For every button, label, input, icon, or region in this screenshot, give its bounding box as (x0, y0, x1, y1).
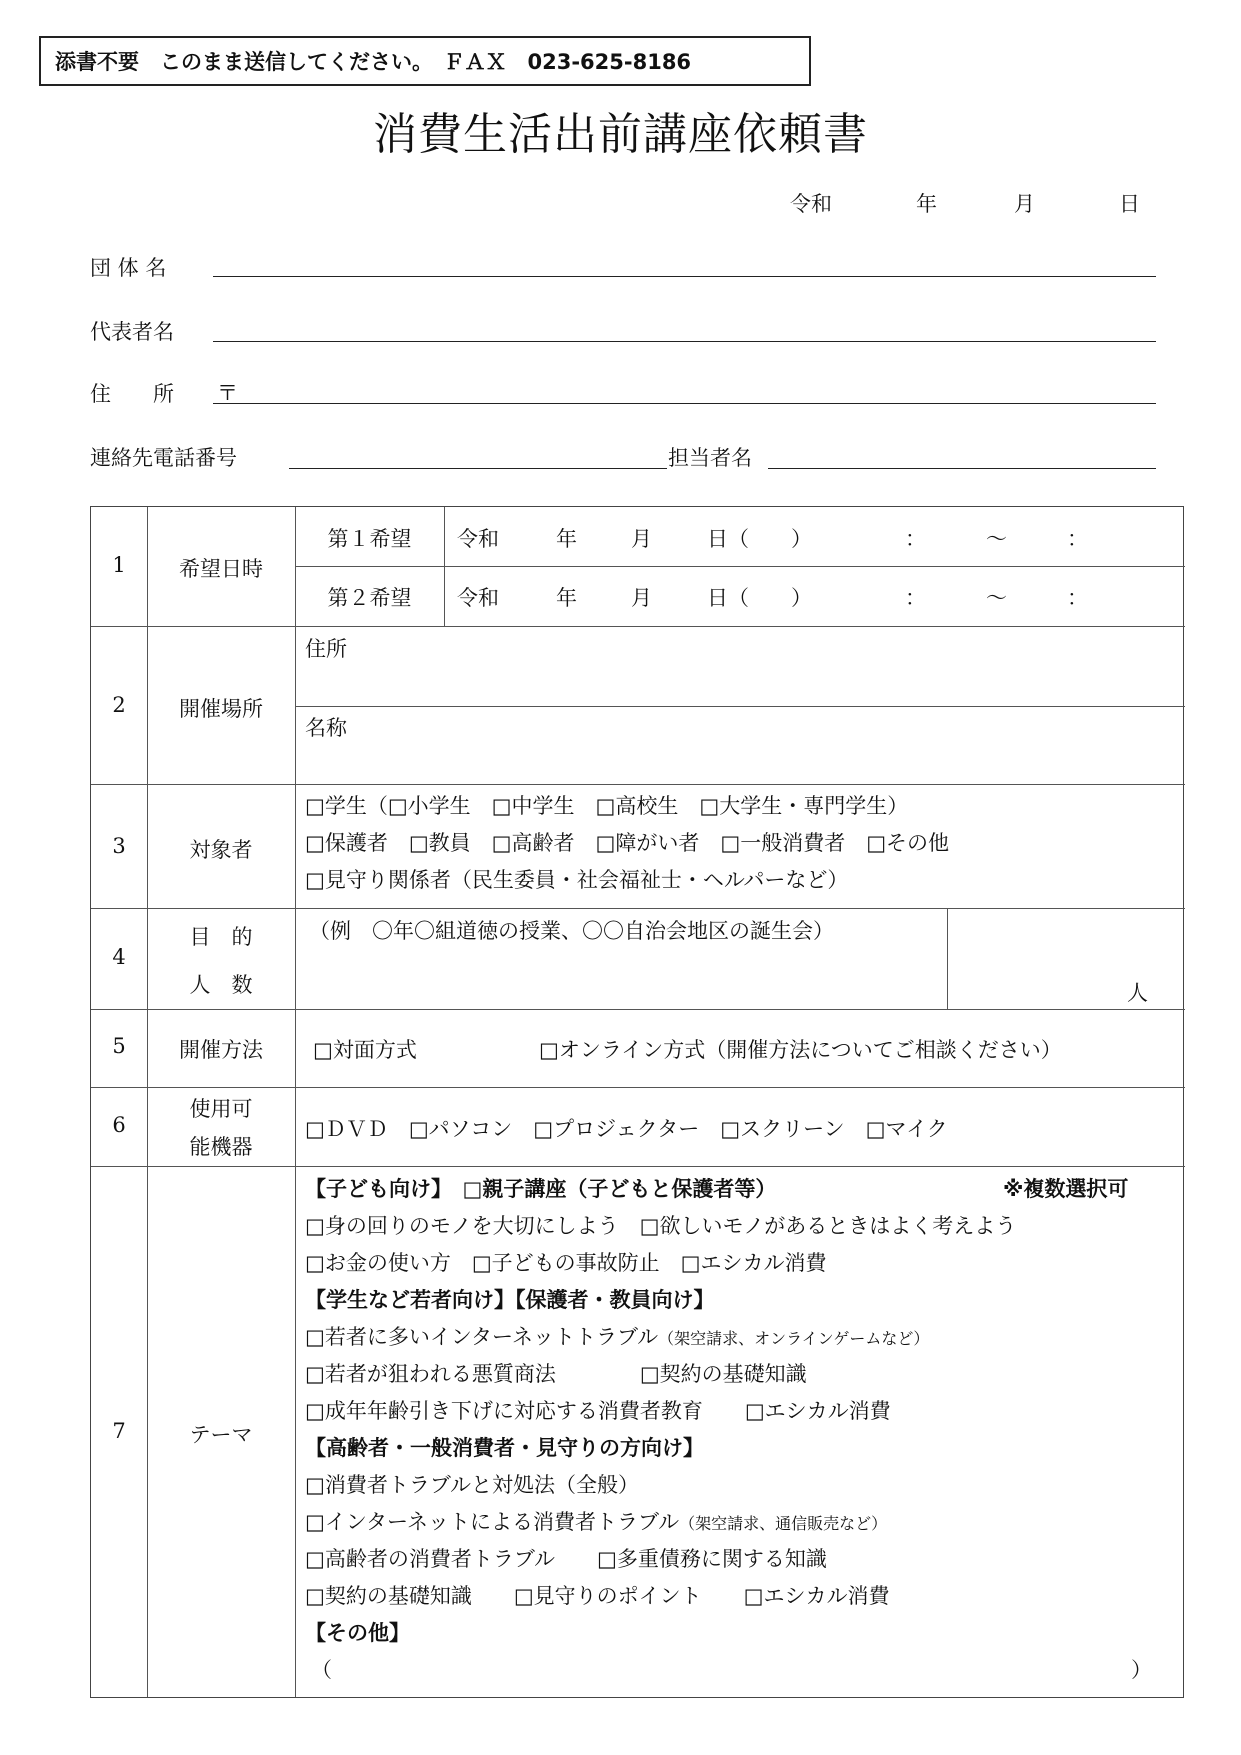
date-era: 令和 (790, 192, 832, 216)
row-divider (91, 908, 1185, 909)
first-choice-tilde: ～ (986, 527, 1007, 551)
second-choice-year: 年 (556, 586, 577, 610)
row-number: 5 (112, 1034, 126, 1058)
group-name-label: 団 体 名 (90, 256, 167, 280)
theme-option[interactable]: □若者が狙われる悪質商法 □契約の基礎知識 (305, 1362, 807, 1386)
col-divider (947, 908, 948, 1009)
theme-heading-elderly: 【高齢者・一般消費者・見守りの方向け】 (305, 1436, 704, 1460)
postal-mark: 〒 (217, 381, 238, 405)
equipment-options[interactable]: □ＤＶＤ □パソコン □プロジェクター □スクリーン □マイク (305, 1117, 948, 1141)
contact-person-field[interactable] (768, 468, 1156, 469)
row-number: 6 (112, 1113, 126, 1137)
row-divider (91, 1087, 1185, 1088)
theme-heading-other: 【その他】 (305, 1621, 410, 1645)
first-choice-colon: ： (905, 527, 926, 551)
theme-option[interactable]: □インターネットによる消費者トラブル（架空請求、通信販売など） (305, 1510, 888, 1534)
venue-name-label: 名称 (305, 716, 347, 740)
second-choice-colon: ： (1067, 586, 1088, 610)
row-number: 7 (112, 1419, 126, 1443)
phone-field[interactable] (289, 468, 667, 469)
purpose-example: （例 〇年〇組道徳の授業、〇〇自治会地区の誕生会） (309, 919, 834, 943)
first-choice-colon: ： (1067, 527, 1088, 551)
other-paren-open[interactable]: （ (311, 1658, 332, 1682)
second-choice-month: 月 (631, 586, 652, 610)
phone-label: 連絡先電話番号 (90, 446, 237, 470)
row-divider (91, 626, 1185, 627)
col-divider (444, 507, 445, 626)
audience-options[interactable]: □見守り関係者（民生委員・社会福祉士・ヘルパーなど） (305, 868, 849, 892)
second-choice-tilde: ～ (986, 586, 1007, 610)
col-divider (295, 507, 296, 1697)
group-name-field[interactable] (213, 276, 1156, 277)
second-choice-day[interactable]: 日（ ） (707, 586, 812, 610)
address-label: 住 所 (90, 382, 174, 406)
multiple-selection-note: ※複数選択可 (1003, 1177, 1129, 1201)
address-field[interactable] (213, 403, 1156, 404)
theme-option[interactable]: □消費者トラブルと対処法（全般） (305, 1473, 639, 1497)
row-number: 4 (112, 945, 126, 969)
page-title: 消費生活出前講座依頼書 (373, 109, 868, 160)
audience-options[interactable]: □学生（□小学生 □中学生 □高校生 □大学生・専門学生） (305, 794, 909, 818)
row-label: 開催場所 (179, 697, 263, 721)
in-person-option[interactable]: □対面方式 (313, 1038, 417, 1062)
row-divider (91, 784, 1185, 785)
row-divider (295, 566, 1185, 567)
request-table (90, 506, 1184, 1698)
second-choice-colon: ： (905, 586, 926, 610)
row-label: 使用可 (189, 1097, 253, 1121)
venue-address-label: 住所 (305, 637, 347, 661)
row-label: 開催方法 (179, 1038, 263, 1062)
contact-person-label: 担当者名 (668, 446, 752, 470)
second-choice-era: 令和 (457, 586, 499, 610)
row-number: 3 (112, 834, 126, 858)
theme-option[interactable]: □身の回りのモノを大切にしよう □欲しいモノがあるときはよく考えよう (305, 1214, 1017, 1238)
theme-option[interactable]: □契約の基礎知識 □見守りのポイント □エシカル消費 (305, 1584, 890, 1608)
first-choice-label: 第１希望 (327, 527, 412, 551)
row-label: 希望日時 (179, 557, 263, 581)
theme-option-note: （架空請求、通信販売など） (679, 1514, 888, 1533)
representative-label: 代表者名 (90, 320, 174, 344)
theme-option-note: （架空請求、オンラインゲームなど） (658, 1329, 930, 1348)
second-choice-label: 第２希望 (327, 586, 412, 610)
theme-option[interactable]: □成年年齢引き下げに対応する消費者教育 □エシカル消費 (305, 1399, 891, 1423)
first-choice-year: 年 (556, 527, 577, 551)
row-divider (91, 1166, 1185, 1167)
row-label: テーマ (189, 1423, 253, 1447)
participants-label: 人 数 (189, 973, 253, 997)
row-number: 1 (112, 553, 126, 577)
other-paren-close: ） (1131, 1658, 1152, 1682)
date-year: 年 (916, 192, 937, 216)
online-option[interactable]: □オンライン方式（開催方法についてご相談ください） (539, 1038, 1062, 1062)
participants-unit: 人 (1127, 981, 1148, 1005)
row-number: 2 (112, 693, 126, 717)
theme-option[interactable]: □お金の使い方 □子どもの事故防止 □エシカル消費 (305, 1251, 827, 1275)
row-label: 対象者 (189, 838, 253, 862)
fax-notice: 添書不要 このまま送信してください。 ＦＡＸ 023-625-8186 (39, 36, 811, 86)
date-day: 日 (1119, 192, 1140, 216)
first-choice-month: 月 (631, 527, 652, 551)
row-divider (91, 1009, 1185, 1010)
theme-option[interactable]: □高齢者の消費者トラブル □多重債務に関する知識 (305, 1547, 827, 1571)
representative-field[interactable] (213, 341, 1156, 342)
purpose-label: 目 的 (189, 925, 253, 949)
first-choice-day[interactable]: 日（ ） (707, 527, 812, 551)
theme-heading-youth: 【学生など若者向け】【保護者・教員向け】 (305, 1288, 715, 1312)
audience-options[interactable]: □保護者 □教員 □高齢者 □障がい者 □一般消費者 □その他 (305, 831, 950, 855)
row-label: 能機器 (189, 1135, 253, 1159)
date-month: 月 (1014, 192, 1035, 216)
theme-heading-children[interactable]: 【子ども向け】 □親子講座（子どもと保護者等） (305, 1177, 777, 1201)
first-choice-era: 令和 (457, 527, 499, 551)
row-divider (295, 706, 1185, 707)
theme-option[interactable]: □若者に多いインターネットトラブル（架空請求、オンラインゲームなど） (305, 1325, 930, 1349)
